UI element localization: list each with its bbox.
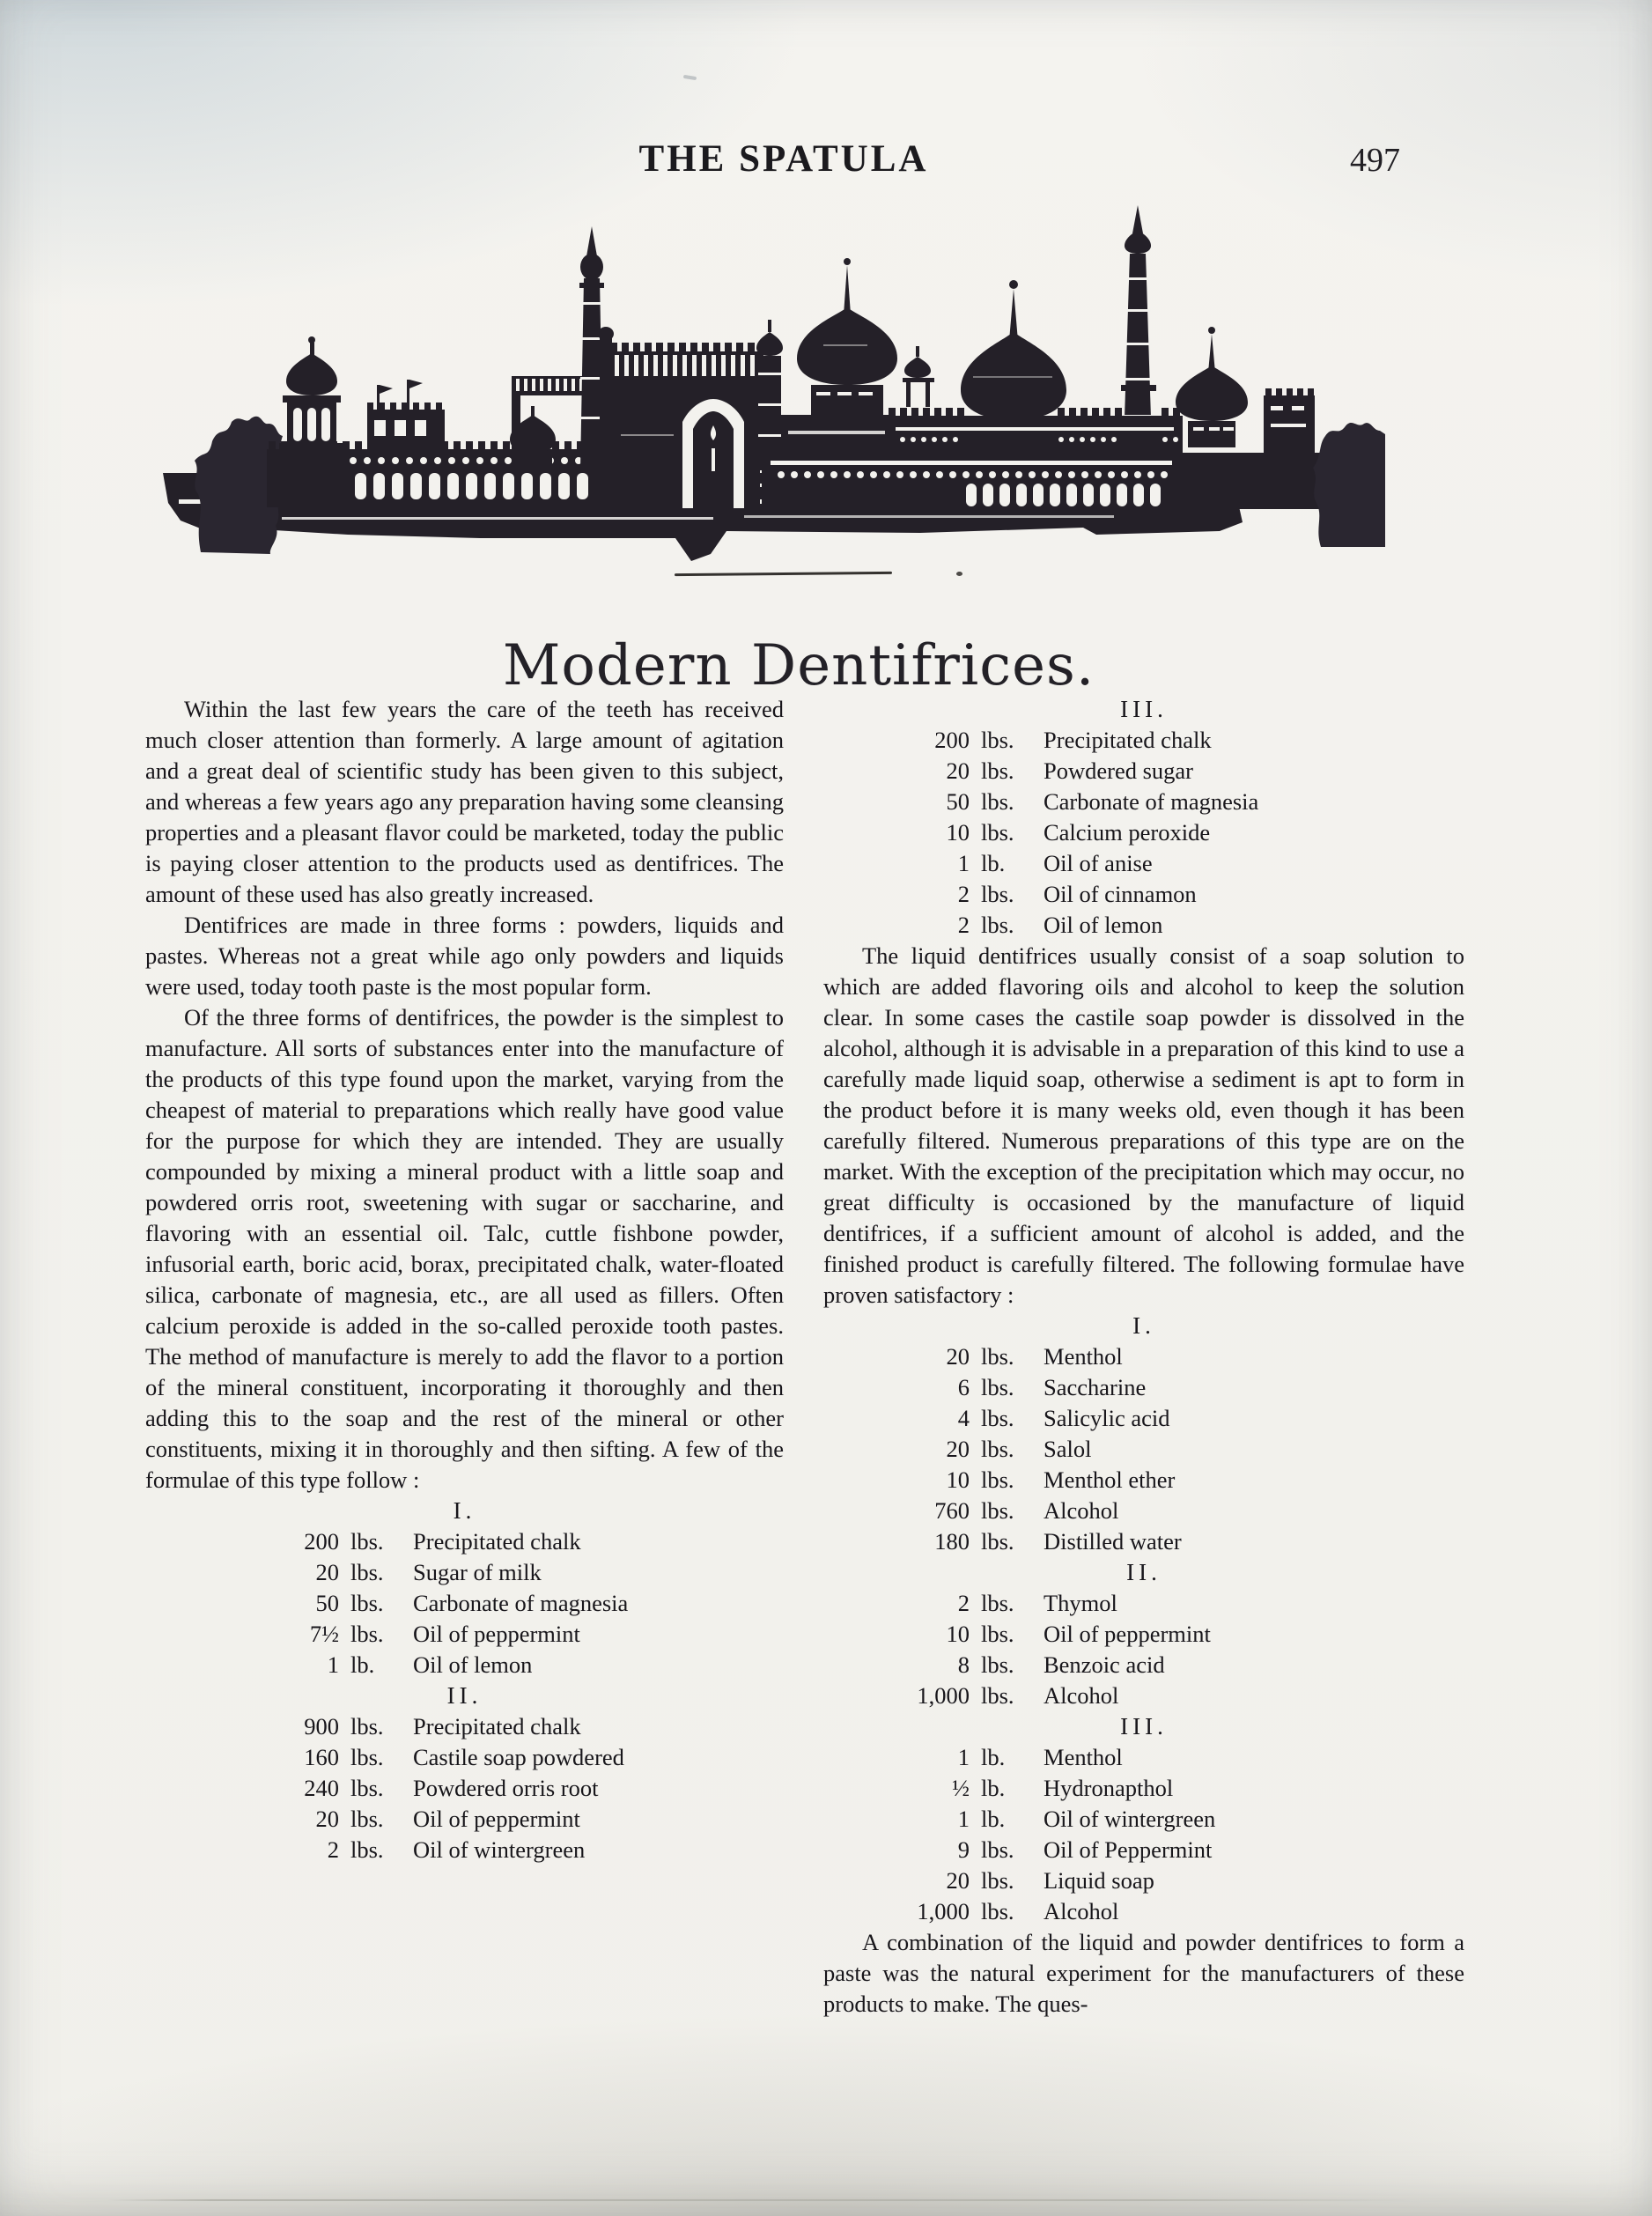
formula-items (889, 1341, 1464, 1557)
unit: lbs. (981, 1528, 1014, 1555)
formula-row (889, 1434, 1464, 1465)
ingredient: Oil of peppermint (413, 1806, 580, 1832)
liquid-formula-2 (823, 1557, 1464, 1711)
quantity: 10 (946, 1621, 970, 1647)
formula-row (258, 1773, 784, 1804)
formula-row (889, 1650, 1464, 1680)
ingredient: Oil of anise (1044, 850, 1153, 876)
formula-row (889, 1896, 1464, 1927)
formula-row (889, 756, 1464, 787)
quantity: 1,000 (917, 1898, 970, 1924)
unit: lbs. (981, 1898, 1014, 1924)
quantity: 20 (946, 1343, 970, 1370)
unit: lbs. (981, 1466, 1014, 1493)
formula-heading: I. (1132, 1312, 1155, 1339)
ingredient: Oil of wintergreen (1044, 1806, 1216, 1832)
formula-row (889, 1865, 1464, 1896)
paragraph: The liquid dentifrices usually consist of a soap solution to which are added flavoring oils and alcohol to keep the solution clear. In some cases the castile soap powder is dissolved in the alcohol, although it is advisable in a preparation of this kind to use a carefully made liquid soap, otherwise a sediment is apt to form in the product before it is many weeks old, even though it has been carefully filtered. Numerous preparations of this type are on the market. With the exception of the precipitation which may occur, no great difficulty is occasioned by the manufacture of liquid dentifrices, if a sufficient amount of alcohol is added, and the finished product is carefully filtered. The following formulae have proven satisfactory : (823, 942, 1464, 1308)
formula-row (889, 1742, 1464, 1773)
unit: lbs. (350, 1775, 384, 1801)
quantity: 760 (934, 1497, 970, 1524)
unit: lbs. (350, 1836, 384, 1863)
formula-heading: II. (446, 1682, 483, 1709)
quantity: 1,000 (917, 1682, 970, 1709)
formula-items (889, 1742, 1464, 1927)
formula-items (258, 1526, 784, 1680)
ingredient: Liquid soap (1044, 1867, 1154, 1894)
page-number: 497 (1350, 142, 1400, 179)
powder-formula-1 (145, 1496, 784, 1680)
formula-row (889, 1496, 1464, 1526)
unit: lbs. (350, 1559, 384, 1585)
formula-row (889, 879, 1464, 910)
paragraph: Dentifrices are made in three forms : powders, liquids and pastes. Whereas not a great while ago only powders and liquids were used, today tooth paste is the most popular form. (145, 912, 784, 1000)
ingredient: Alcohol (1044, 1898, 1119, 1924)
unit: lbs. (350, 1744, 384, 1770)
unit: lbs. (981, 1836, 1014, 1863)
ingredient: Salol (1044, 1436, 1092, 1462)
formula-row (889, 1341, 1464, 1372)
ingredient: Alcohol (1044, 1497, 1119, 1524)
formula-heading: I. (453, 1497, 476, 1524)
unit: lbs. (981, 912, 1014, 938)
formula-row (889, 848, 1464, 879)
ingredient: Castile soap powdered (413, 1744, 624, 1770)
formula-row (889, 910, 1464, 941)
right-tower (1264, 388, 1315, 509)
formula-heading: III. (1120, 1713, 1168, 1740)
ingredient: Powdered orris root (413, 1775, 599, 1801)
powder-formula-2 (145, 1680, 784, 1865)
ingredient: Distilled water (1044, 1528, 1182, 1555)
quantity: 200 (304, 1528, 339, 1555)
formula-row (258, 1835, 784, 1865)
ingredient: Salicylic acid (1044, 1405, 1170, 1431)
article-body (145, 694, 1464, 2020)
ingredient: Benzoic acid (1044, 1651, 1165, 1678)
quantity: 2 (957, 881, 970, 907)
powder-formula-3 (823, 694, 1464, 941)
left-wall (267, 441, 614, 507)
illustration-divider-rule (675, 572, 892, 576)
quantity: 20 (315, 1806, 339, 1832)
unit: lbs. (981, 1374, 1014, 1400)
formula-items (889, 725, 1464, 941)
quantity: 180 (934, 1528, 970, 1555)
unit: lbs. (981, 1682, 1014, 1709)
quantity: 1 (327, 1651, 339, 1678)
unit: lb. (981, 850, 1006, 876)
ingredient: Carbonate of magnesia (413, 1590, 629, 1616)
formula-row (258, 1650, 784, 1680)
right-wall (762, 453, 1325, 509)
quantity: 4 (957, 1405, 970, 1431)
small-chhatri (903, 346, 934, 407)
quantity: 50 (946, 788, 970, 815)
unit: lbs. (981, 727, 1014, 753)
formula-row (258, 1742, 784, 1773)
right-tree (1313, 423, 1385, 547)
ingredient: Powdered sugar (1044, 757, 1193, 784)
ingredient: Hydronapthol (1044, 1775, 1174, 1801)
ingredient: Carbonate of magnesia (1044, 788, 1259, 815)
formula-row (889, 1773, 1464, 1804)
liquid-formula-3 (823, 1711, 1464, 1927)
quantity: 240 (304, 1775, 339, 1801)
formula-row (889, 1804, 1464, 1835)
ink-dot (956, 572, 962, 576)
unit: lb. (981, 1806, 1006, 1832)
palace-illustration (128, 203, 1387, 567)
quantity: 20 (946, 757, 970, 784)
unit: lbs. (350, 1621, 384, 1647)
unit: lbs. (981, 1621, 1014, 1647)
unit: lbs. (981, 881, 1014, 907)
formula-row (889, 1619, 1464, 1650)
formula-row (889, 817, 1464, 848)
ingredient: Precipitated chalk (413, 1713, 581, 1740)
quantity: 1 (957, 850, 970, 876)
formula-row (889, 1403, 1464, 1434)
formula-row (889, 1588, 1464, 1619)
ingredient: Precipitated chalk (413, 1528, 581, 1555)
formula-row (889, 1372, 1464, 1403)
article-title: Modern Dentifrices. (502, 632, 1095, 698)
ingredient: Oil of lemon (1044, 912, 1163, 938)
quantity: 1 (957, 1806, 970, 1832)
ingredient: Oil of Peppermint (1044, 1836, 1213, 1863)
formula-row (258, 1619, 784, 1650)
quantity: 2 (957, 1590, 970, 1616)
journal-title: THE SPATULA (638, 138, 929, 180)
formula-row (889, 725, 1464, 756)
left-column (145, 694, 784, 2020)
quantity: 2 (327, 1836, 339, 1863)
ingredient: Oil of cinnamon (1044, 881, 1197, 907)
quantity: 900 (304, 1713, 339, 1740)
quantity: 160 (304, 1744, 339, 1770)
unit: lb. (981, 1775, 1006, 1801)
unit: lbs. (981, 1405, 1014, 1431)
quantity: 20 (946, 1867, 970, 1894)
quantity: 1 (957, 1744, 970, 1770)
ingredient: Oil of wintergreen (413, 1836, 586, 1863)
scan-shadow-line (107, 2199, 1411, 2201)
unit: lbs. (981, 788, 1014, 815)
unit: lbs. (350, 1713, 384, 1740)
ingredient: Precipitated chalk (1044, 727, 1212, 753)
dome-right (1176, 327, 1248, 447)
unit: lbs. (981, 1497, 1014, 1524)
ingredient: Saccharine (1044, 1374, 1147, 1400)
ingredient: Sugar of milk (413, 1559, 542, 1585)
unit: lbs. (350, 1590, 384, 1616)
quantity: 6 (957, 1374, 970, 1400)
ingredient: Menthol ether (1044, 1466, 1176, 1493)
quantity: 9 (957, 1836, 970, 1863)
formula-row (889, 787, 1464, 817)
formula-heading: II. (1126, 1559, 1162, 1585)
ingredient: Oil of peppermint (413, 1621, 580, 1647)
unit: lbs. (350, 1806, 384, 1832)
formula-row (258, 1588, 784, 1619)
palace-silhouette-group (163, 205, 1385, 561)
ingredient: Oil of peppermint (1044, 1621, 1211, 1647)
quantity: 8 (957, 1651, 970, 1678)
liquid-formula-1 (823, 1311, 1464, 1557)
scan-speck (683, 75, 697, 80)
formula-row (258, 1557, 784, 1588)
ingredient: Menthol (1044, 1343, 1123, 1370)
formula-row (889, 1526, 1464, 1557)
formula-heading: III. (1120, 696, 1168, 722)
quantity: 50 (315, 1590, 339, 1616)
formula-row (258, 1804, 784, 1835)
quantity: 200 (934, 727, 970, 753)
formula-row (889, 1835, 1464, 1865)
ingredient: Oil of lemon (413, 1651, 533, 1678)
paragraph: Within the last few years the care of the teeth has received much closer attention than formerly. A large amount of agitation and a great deal of scientific study has been given to this subject, and whereas a few years ago any preparation having some cleansing properties and a pleasant flavor could be marketed, today the public is paying closer attention to the products used as dentifrices. The amount of these used has also greatly increased. (145, 696, 784, 907)
quantity: ½ (952, 1775, 970, 1801)
paragraph: A combination of the liquid and powder dentifrices to form a paste was the natural experiment for the manufacturers of these products to make. The ques- (823, 1929, 1464, 2017)
quantity: 2 (957, 912, 970, 938)
quantity: 10 (946, 1466, 970, 1493)
unit: lbs. (981, 1651, 1014, 1678)
formula-items (889, 1588, 1464, 1711)
unit: lb. (350, 1651, 375, 1678)
formula-row (889, 1680, 1464, 1711)
unit: lbs. (981, 1436, 1014, 1462)
unit: lbs. (350, 1528, 384, 1555)
formula-row (258, 1526, 784, 1557)
unit: lb. (981, 1744, 1006, 1770)
unit: lbs. (981, 1590, 1014, 1616)
unit: lbs. (981, 819, 1014, 846)
right-column (823, 694, 1464, 2020)
ingredient: Menthol (1044, 1744, 1123, 1770)
formula-items (258, 1711, 784, 1865)
unit: lbs. (981, 1867, 1014, 1894)
quantity: 7½ (309, 1621, 339, 1647)
unit: lbs. (981, 1343, 1014, 1370)
formula-row (258, 1711, 784, 1742)
unit: lbs. (981, 757, 1014, 784)
quantity: 20 (946, 1436, 970, 1462)
ingredient: Alcohol (1044, 1682, 1119, 1709)
formula-row (889, 1465, 1464, 1496)
central-gate (579, 226, 783, 508)
paragraph: Of the three forms of dentifrices, the powder is the simplest to manufacture. All sorts of substances enter into the manufacture of the products of this type found upon the market, varying from the cheapest of material to preparations which really have good value for the purpose for which they are intended. They are usually compounded by mixing a mineral product with a little soap and powdered orris root, sweetening with sugar or saccharine, and flavoring with an essential oil. Talc, cuttle fishbone powder, infusorial earth, boric acid, borax, precipitated chalk, water-floated silica, carbonate of magnesia, etc., are all used as fillers. Often calcium peroxide is added in the so-called peroxide tooth pastes. The method of manufacture is merely to add the flavor to a portion of the mineral constituent, incorporating it thoroughly and then adding this to the soap and the rest of the mineral or other constituents, mixing it in thoroughly and then sifting. A few of the formulae of this type follow : (145, 1004, 784, 1493)
ingredient: Thymol (1044, 1590, 1117, 1616)
ingredient: Calcium peroxide (1044, 819, 1211, 846)
quantity: 10 (946, 819, 970, 846)
quantity: 20 (315, 1559, 339, 1585)
